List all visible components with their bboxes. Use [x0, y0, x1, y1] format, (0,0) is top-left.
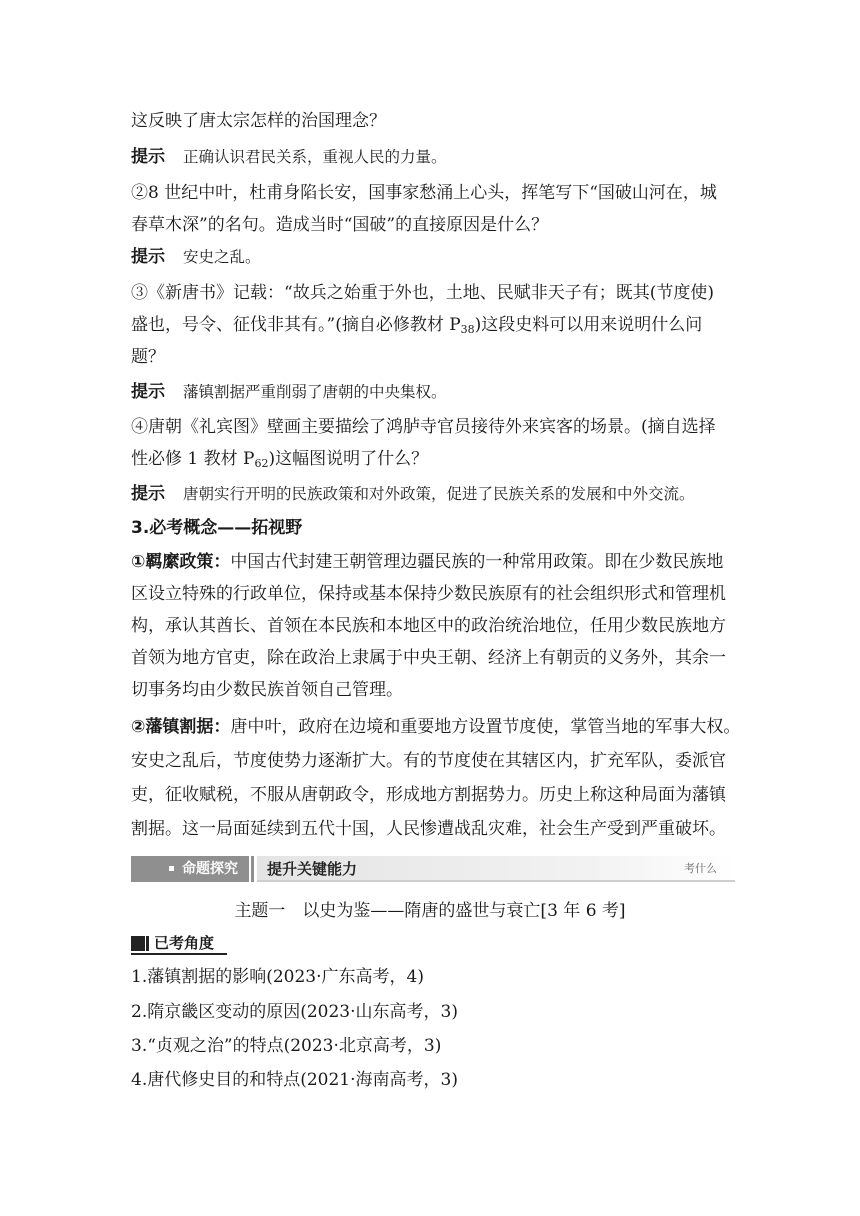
concept-2-text: 唐中叶，政府在边境和重要地方设置节度使，掌管当地的军事大权。 — [230, 717, 741, 737]
section-heading — [131, 933, 331, 955]
banner-right-label: 考什么 — [684, 862, 717, 875]
banner-body — [257, 856, 735, 882]
exam-item: 2.隋京畿区变动的原因(2023·山东高考，3) — [131, 1002, 458, 1022]
concept-2-line-4: 割据。这一局面延续到五代十国，人民惨遭战乱灾难，社会生产受到严重破坏。 — [131, 819, 726, 839]
exam-item: 1.藩镇割据的影响(2023·广东高考，4) — [131, 967, 424, 987]
tip-label: 提示 — [131, 147, 165, 167]
heading-marker-bar-icon — [146, 936, 149, 951]
tip-label: 提示 — [131, 247, 165, 267]
concept-2-line-1 — [131, 715, 741, 739]
heading-marker-icon — [131, 936, 145, 951]
tip-label: 提示 — [131, 382, 165, 402]
tip-label: 提示 — [131, 484, 165, 504]
tip-1-text: 正确认识君民关系，重视人民的力量。 — [183, 148, 447, 166]
question-1-tail: 这反映了唐太宗怎样的治国理念？ — [131, 111, 386, 131]
question-3-line-2-a: 盛也，号令、征伐非其有。”(摘自必修教材 P — [131, 315, 461, 335]
square-bullet-icon — [169, 866, 174, 871]
question-3-line-2 — [131, 313, 735, 342]
page-ref-38: 38 — [460, 323, 475, 336]
question-4-line-2 — [131, 447, 735, 476]
question-4-line-1: ④唐朝《礼宾图》壁画主要描绘了鸿胪寺官员接待外来宾客的场景。(摘自选择 — [131, 417, 716, 437]
tip-2-text: 安史之乱。 — [183, 248, 261, 266]
tip-1 — [131, 145, 735, 169]
question-3-line-1: ③《新唐书》记载：“故兵之始重于外也，土地、民赋非天子有；既其(节度使) — [131, 283, 714, 303]
question-4-line-2-b: )这幅图说明了什么？ — [268, 449, 429, 469]
concept-1-text: 中国古代封建王朝管理边疆民族的一种常用政策。即在少数民族地 — [230, 552, 724, 572]
concept-1-line-2: 区设立特殊的行政单位，保持或基本保持少数民族原有的社会组织形式和管理机 — [131, 584, 726, 604]
exam-item: 4.唐代修史目的和特点(2021·海南高考，3) — [131, 1070, 458, 1090]
concept-heading: 3.必考概念——拓视野 — [131, 518, 303, 538]
question-2-line-2: 春草木深”的名句。造成当时“国破”的直接原因是什么？ — [131, 215, 549, 235]
banner-separator — [251, 856, 254, 882]
heading-underline — [131, 953, 227, 955]
tip-3 — [131, 380, 735, 404]
page-ref-62: 62 — [254, 457, 269, 470]
concept-1-line-1 — [131, 550, 735, 574]
tip-2 — [131, 245, 735, 269]
banner-left-label: 命题探究 — [182, 861, 238, 877]
question-4-line-2-a: 性必修 1 教材 P — [131, 449, 255, 469]
tip-4 — [131, 482, 735, 506]
section-heading-text: 已考角度 — [154, 934, 215, 952]
banner-left — [131, 856, 249, 882]
concept-1-line-4: 首领为地方官吏，除在政治上隶属于中央王朝、经济上有朝贡的义务外，其余一 — [131, 648, 726, 668]
tip-4-text: 唐朝实行开明的民族政策和对外政策，促进了民族关系的发展和中外交流。 — [183, 485, 695, 503]
tip-3-text: 藩镇割据严重削弱了唐朝的中央集权。 — [183, 383, 447, 401]
exam-item: 3.“贞观之治”的特点(2023·北京高考，3) — [131, 1036, 442, 1056]
question-3-line-3: 题？ — [131, 347, 165, 367]
concept-2-line-3: 吏，征收赋税，不服从唐朝政令，形成地方割据势力。历史上称这种局面为藩镇 — [131, 785, 726, 805]
topic-title: 主题一 以史为鉴——隋唐的盛世与衰亡[3 年 6 考] — [234, 901, 626, 921]
question-2-line-1: ②8 世纪中叶，杜甫身陷长安，国事家愁涌上心头，挥笔写下“国破山河在，城 — [131, 183, 717, 203]
concept-1-line-3: 构，承认其酋长、首领在本民族和本地区中的政治统治地位，任用少数民族地方 — [131, 616, 726, 636]
concept-1-term: ①羁縻政策： — [131, 552, 231, 572]
concept-2-term: ②藩镇割据： — [131, 717, 231, 737]
section-banner — [131, 856, 735, 882]
concept-2-line-2: 安史之乱后，节度使势力逐渐扩大。有的节度使在其辖区内，扩充军队，委派官 — [131, 751, 726, 771]
concept-1-line-5: 切事务均由少数民族首领自己管理。 — [131, 680, 403, 700]
banner-title: 提升关键能力 — [267, 860, 358, 878]
question-3-line-2-b: )这段史料可以用来说明什么问 — [474, 315, 703, 335]
